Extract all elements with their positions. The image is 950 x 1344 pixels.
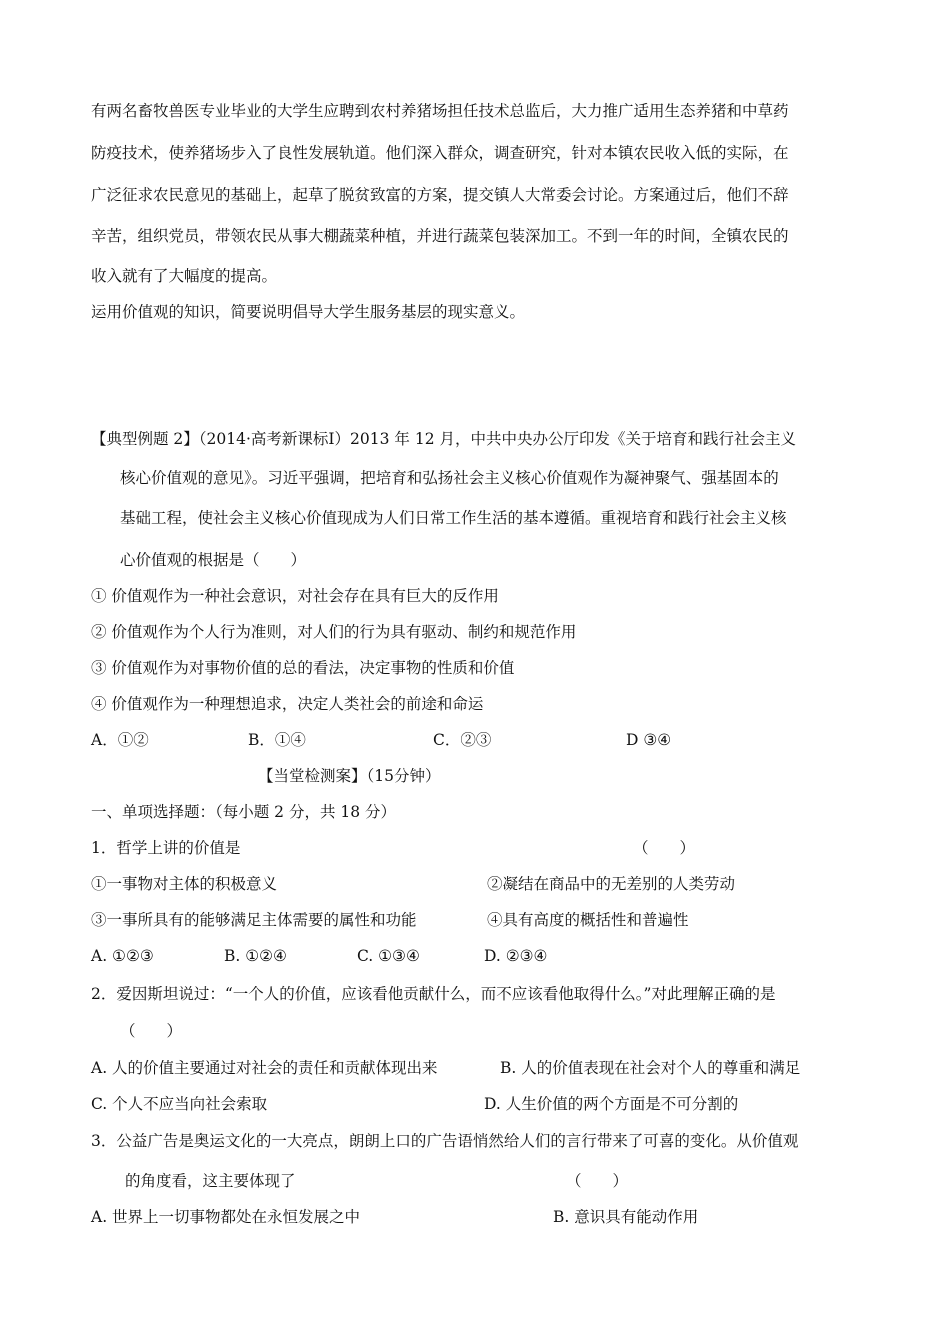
- passage-line: 有两名畜牧兽医专业毕业的大学生应聘到农村养猪场担任技术总监后，大力推广适用生态养猪和中草药: [91, 102, 789, 120]
- question-stem: 1．哲学上讲的价值是: [91, 839, 241, 857]
- statement: ① 价值观作为一种社会意识，对社会存在具有巨大的反作用: [91, 587, 499, 605]
- section-title: 【当堂检测案】（15分钟）: [258, 767, 441, 785]
- passage-line: 防疫技术，使养猪场步入了良性发展轨道。他们深入群众，调查研究，针对本镇农民收入低的实际，在: [91, 144, 789, 162]
- option-d: D ③④: [626, 731, 672, 749]
- option-c: C．②③: [433, 731, 492, 749]
- passage-line: 广泛征求农民意见的基础上，起草了脱贫致富的方案，提交镇人大常委会讨论。方案通过后，他们不辞: [91, 186, 789, 204]
- option-a: A．①②: [91, 731, 149, 749]
- answer-blank: （ ）: [120, 1022, 183, 1040]
- passage-line: 收入就有了大幅度的提高。: [91, 267, 278, 285]
- option-c: C. 个人不应当向社会索取: [91, 1095, 268, 1113]
- example-line: 心价值观的根据是（ ）: [120, 551, 307, 569]
- option-b: B．①④: [248, 731, 306, 749]
- example-line: 【典型例题 2】（2014·高考新课标Ⅰ）2013 年 12 月，中共中央办公厅印发《关于培育和践行社会主义: [91, 430, 796, 448]
- question-stem: 2．爱因斯坦说过：“一个人的价值，应该看他贡献什么，而不应该看他取得什么。”对此理解正确的是: [91, 985, 776, 1003]
- option-b: B. 人的价值表现在社会对个人的尊重和满足: [500, 1059, 801, 1077]
- statement: ③ 价值观作为对事物价值的总的看法，决定事物的性质和价值: [91, 659, 515, 677]
- example-line: 基础工程，使社会主义核心价值现成为人们日常工作生活的基本遵循。重视培育和践行社会主义核: [120, 509, 787, 527]
- option-b: B. ①②④: [224, 947, 287, 965]
- option-d: D. ②③④: [484, 947, 548, 965]
- option-a: A. ①②③: [91, 947, 154, 965]
- answer-blank: （ ）: [566, 1172, 629, 1190]
- answer-blank: （ ）: [633, 839, 696, 857]
- passage-question: 运用价值观的知识，简要说明倡导大学生服务基层的现实意义。: [91, 303, 526, 321]
- option-a: A. 世界上一切事物都处在永恒发展之中: [91, 1208, 361, 1226]
- statement: ③一事所具有的能够满足主体需要的属性和功能: [91, 911, 417, 929]
- section-heading: 一、单项选择题：（每小题 2 分，共 18 分）: [91, 803, 397, 821]
- statement: ②凝结在商品中的无差别的人类劳动: [487, 875, 736, 893]
- statement: ①一事物对主体的积极意义: [91, 875, 278, 893]
- statement: ④具有高度的概括性和普遍性: [487, 911, 689, 929]
- question-stem: 的角度看，这主要体现了: [125, 1172, 296, 1190]
- option-d: D. 人生价值的两个方面是不可分割的: [484, 1095, 739, 1113]
- statement: ④ 价值观作为一种理想追求，决定人类社会的前途和命运: [91, 695, 484, 713]
- option-a: A. 人的价值主要通过对社会的责任和贡献体现出来: [91, 1059, 438, 1077]
- statement: ② 价值观作为个人行为准则，对人们的行为具有驱动、制约和规范作用: [91, 623, 577, 641]
- option-b: B. 意识具有能动作用: [553, 1208, 699, 1226]
- option-c: C. ①③④: [357, 947, 420, 965]
- question-stem: 3．公益广告是奥运文化的一大亮点，朗朗上口的广告语悄然给人们的言行带来了可喜的变化。从价值观: [91, 1132, 799, 1150]
- example-line: 核心价值观的意见》。习近平强调，把培育和弘扬社会主义核心价值观作为凝神聚气、强基固本的: [120, 469, 779, 487]
- passage-line: 辛苦，组织党员，带领农民从事大棚蔬菜种植，并进行蔬菜包装深加工。不到一年的时间，全镇农民的: [91, 227, 789, 245]
